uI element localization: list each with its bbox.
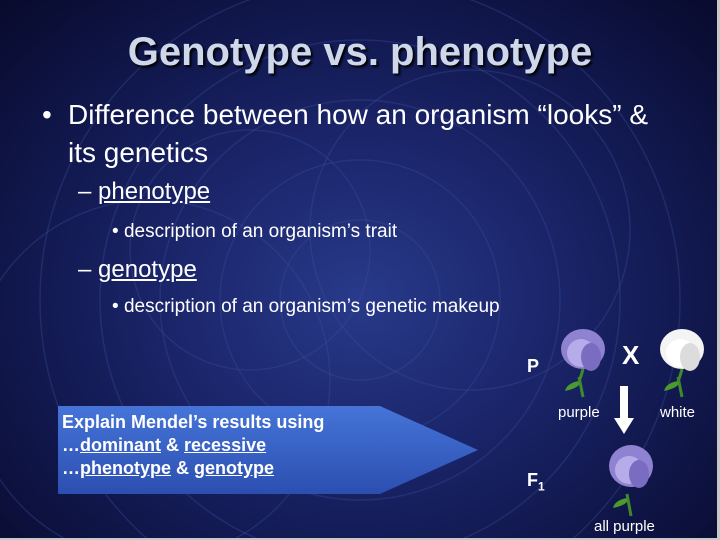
dash: –	[78, 256, 92, 283]
purple-flower-icon	[553, 325, 613, 400]
cross-symbol: X	[622, 340, 640, 370]
all-purple-label: all purple	[594, 518, 655, 535]
bullet-dot: •	[112, 296, 124, 317]
phenotype-desc-text: description of an organism’s trait	[123, 221, 398, 242]
callout-line-2: …dominant & recessive	[62, 435, 267, 455]
down-arrow-icon	[612, 386, 636, 436]
f1-purple-flower-icon	[601, 440, 661, 518]
phenotype-term: phenotype	[98, 178, 211, 205]
phenotype-desc	[112, 221, 397, 243]
callout-line-1: Explain Mendel’s results using	[62, 412, 325, 432]
genotype-term: genotype	[194, 458, 275, 478]
genotype-item	[78, 256, 197, 284]
phenotype-item	[78, 178, 210, 206]
phenotype-term: phenotype	[80, 458, 172, 478]
white-label: white	[660, 404, 696, 421]
callout-text	[62, 411, 392, 480]
genotype-desc-text: description of an organism’s genetic makeup	[123, 296, 500, 317]
purple-label: purple	[558, 404, 600, 421]
callout-line-3: …phenotype & genotype	[62, 458, 275, 478]
white-flower-icon	[652, 325, 712, 400]
genotype-desc	[112, 296, 500, 318]
slide-title: Genotype vs. phenotype	[127, 30, 593, 74]
bullet-dot: •	[112, 221, 124, 242]
f1-generation-label: $F_1$	[527, 470, 545, 494]
dominant-term: dominant	[80, 435, 161, 455]
main-bullet-text: Difference between how an organism “looks” & its genetics	[68, 99, 649, 168]
genotype-term: genotype	[98, 256, 197, 283]
dash: –	[78, 178, 92, 205]
recessive-term: recessive	[184, 435, 267, 455]
bullet-dot: •	[42, 99, 52, 130]
p-generation-label: P	[527, 356, 540, 376]
